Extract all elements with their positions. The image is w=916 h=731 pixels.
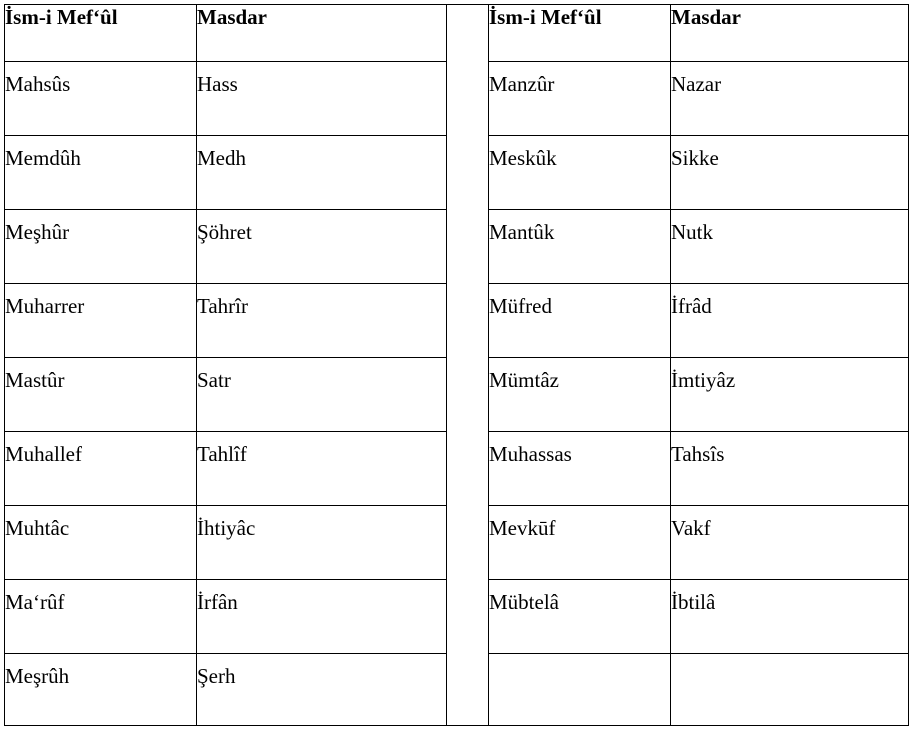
header-left-masdar: Masdar	[197, 5, 447, 62]
right-ism-cell: Müfred	[489, 284, 671, 358]
left-ism-cell: Ma‘rûf	[5, 580, 197, 654]
right-masdar-cell: Tahsîs	[671, 432, 909, 506]
left-ism-cell: Memdûh	[5, 136, 197, 210]
right-masdar-cell: İmtiyâz	[671, 358, 909, 432]
left-masdar-cell: İhtiyâc	[197, 506, 447, 580]
right-masdar-cell: Nutk	[671, 210, 909, 284]
right-masdar-cell: İbtilâ	[671, 580, 909, 654]
right-ism-cell: Mümtâz	[489, 358, 671, 432]
header-left-ism: İsm-i Mef‘ûl	[5, 5, 197, 62]
right-masdar-cell: Vakf	[671, 506, 909, 580]
right-ism-cell: Mübtelâ	[489, 580, 671, 654]
left-masdar-cell: Hass	[197, 62, 447, 136]
right-masdar-cell: Nazar	[671, 62, 909, 136]
left-masdar-cell: İrfân	[197, 580, 447, 654]
column-gap	[447, 5, 489, 726]
right-masdar-cell: Sikke	[671, 136, 909, 210]
left-ism-cell: Meşhûr	[5, 210, 197, 284]
header-right-ism: İsm-i Mef‘ûl	[489, 5, 671, 62]
left-masdar-cell: Şöhret	[197, 210, 447, 284]
left-ism-cell: Muhtâc	[5, 506, 197, 580]
left-masdar-cell: Satr	[197, 358, 447, 432]
right-masdar-cell	[671, 654, 909, 726]
header-row	[5, 5, 909, 62]
left-ism-cell: Meşrûh	[5, 654, 197, 726]
right-ism-cell: Manzûr	[489, 62, 671, 136]
left-ism-cell: Muhallef	[5, 432, 197, 506]
right-ism-cell: Mantûk	[489, 210, 671, 284]
left-masdar-cell: Şerh	[197, 654, 447, 726]
header-right-masdar: Masdar	[671, 5, 909, 62]
right-ism-cell: Meskûk	[489, 136, 671, 210]
left-ism-cell: Mastûr	[5, 358, 197, 432]
left-ism-cell: Mahsûs	[5, 62, 197, 136]
left-masdar-cell: Tahrîr	[197, 284, 447, 358]
vocabulary-table	[4, 4, 909, 726]
left-masdar-cell: Medh	[197, 136, 447, 210]
right-masdar-cell: İfrâd	[671, 284, 909, 358]
right-ism-cell: Muhassas	[489, 432, 671, 506]
right-ism-cell: Mevkūf	[489, 506, 671, 580]
left-ism-cell: Muharrer	[5, 284, 197, 358]
right-ism-cell	[489, 654, 671, 726]
left-masdar-cell: Tahlîf	[197, 432, 447, 506]
